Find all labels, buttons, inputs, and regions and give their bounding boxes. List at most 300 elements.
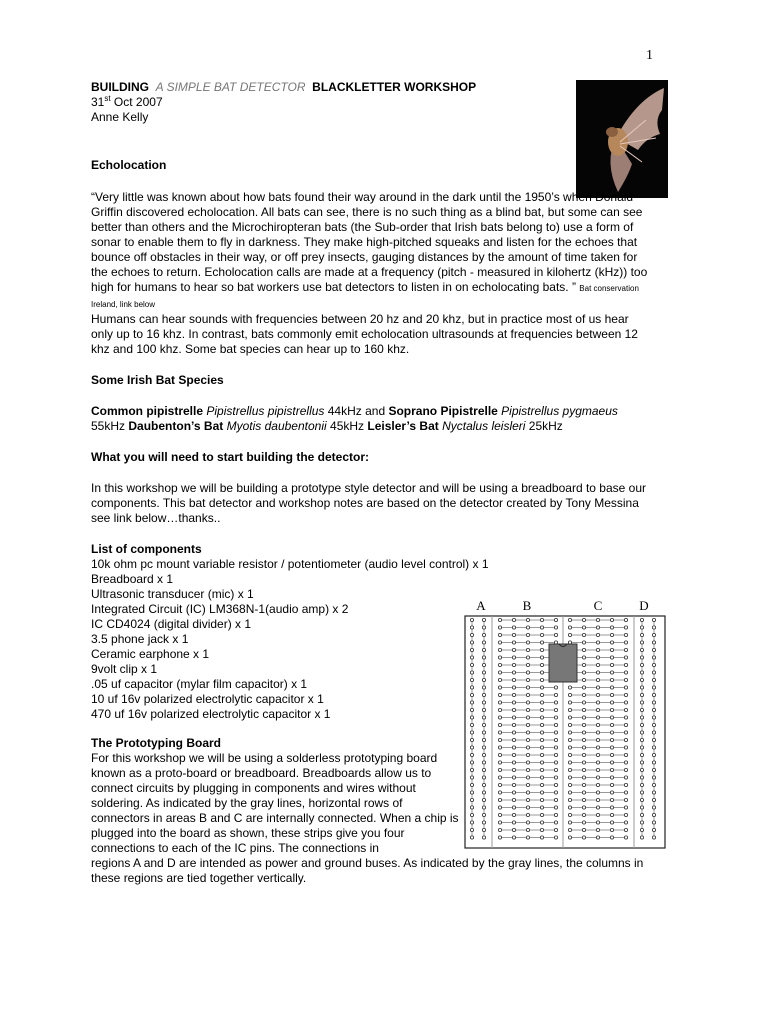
connector-hole bbox=[512, 723, 515, 726]
connector-hole bbox=[526, 708, 529, 711]
connector-hole bbox=[540, 693, 543, 696]
connector-hole bbox=[482, 821, 485, 824]
connector-hole bbox=[596, 813, 599, 816]
connector-hole bbox=[596, 828, 599, 831]
connector-hole bbox=[498, 708, 501, 711]
connector-hole bbox=[652, 828, 655, 831]
connector-hole bbox=[640, 798, 643, 801]
connector-hole bbox=[540, 618, 543, 621]
connector-hole bbox=[596, 716, 599, 719]
connector-hole bbox=[512, 783, 515, 786]
connector-hole bbox=[582, 648, 585, 651]
echolocation-heading: Echolocation bbox=[91, 158, 167, 172]
connector-hole bbox=[482, 761, 485, 764]
connector-hole bbox=[540, 753, 543, 756]
connector-hole bbox=[624, 678, 627, 681]
connector-hole bbox=[498, 693, 501, 696]
connector-hole bbox=[624, 761, 627, 764]
connector-hole bbox=[540, 686, 543, 689]
connector-hole bbox=[640, 633, 643, 636]
connector-hole bbox=[540, 791, 543, 794]
connector-hole bbox=[526, 716, 529, 719]
connector-hole bbox=[640, 746, 643, 749]
connector-hole bbox=[554, 626, 557, 629]
connector-hole bbox=[640, 813, 643, 816]
connector-hole bbox=[512, 708, 515, 711]
connector-hole bbox=[470, 693, 473, 696]
connector-hole bbox=[554, 768, 557, 771]
connector-hole bbox=[596, 701, 599, 704]
connector-hole bbox=[568, 836, 571, 839]
connector-hole bbox=[652, 723, 655, 726]
connector-hole bbox=[568, 716, 571, 719]
connector-hole bbox=[512, 821, 515, 824]
connector-hole bbox=[596, 671, 599, 674]
connector-hole bbox=[498, 716, 501, 719]
echolocation-quote: “Very little was known about how bats found their way around in the dark until the 1950’s when Donald Griffin discovered echolocation. All bats can see, there is no such thing as a blind bat, but some can see better than others and the Microchiropteran bats (the Sub-order that Irish bats belong to) use a form of sonar to enable them to fly in darkness. They make high-pitched squeaks and listen for the echoes that bounce off obstacles in their way, or off prey insects, gauging distances by the amount of time taken for the echoes to return. Echolocation calls are made at a frequency (pitch - measured in kilohertz (kHz)) too high for humans to hear so bat workers use bat detectors to listen in on echolocating bats. ” Bat conservation Ireland, link below bbox=[91, 190, 648, 309]
connector-hole bbox=[652, 738, 655, 741]
connector-hole bbox=[512, 776, 515, 779]
board-paragraph-narrow: For this workshop we will be using a solderless prototyping board known as a proto-board or breadboard. Breadboards allow us to connect circuits by plugging in components and wires without soldering. As indicated by the gray lines, horizontal rows of connectors in areas B and C are internally connected. When a chip is plugged into the board as shown, these strips give you four connections to each of the IC pins. The connections in bbox=[91, 751, 459, 855]
connector-hole bbox=[652, 701, 655, 704]
connector-hole bbox=[640, 821, 643, 824]
connector-hole bbox=[624, 768, 627, 771]
connector-hole bbox=[652, 836, 655, 839]
connector-hole bbox=[470, 708, 473, 711]
connector-hole bbox=[596, 626, 599, 629]
list-item: Breadboard x 1 bbox=[91, 572, 174, 586]
connector-hole bbox=[610, 708, 613, 711]
connector-hole bbox=[582, 626, 585, 629]
connector-hole bbox=[470, 656, 473, 659]
connector-hole bbox=[624, 813, 627, 816]
connector-hole bbox=[470, 828, 473, 831]
connector-hole bbox=[482, 678, 485, 681]
connector-hole bbox=[498, 768, 501, 771]
connector-hole bbox=[652, 656, 655, 659]
connector-hole bbox=[624, 723, 627, 726]
connector-hole bbox=[498, 836, 501, 839]
connector-hole bbox=[640, 776, 643, 779]
connector-hole bbox=[624, 693, 627, 696]
connector-hole bbox=[640, 716, 643, 719]
document-date: 31st Oct 2007 bbox=[91, 94, 163, 109]
list-item: 9volt clip x 1 bbox=[91, 662, 158, 676]
connector-hole bbox=[568, 693, 571, 696]
connector-hole bbox=[470, 761, 473, 764]
connector-hole bbox=[554, 798, 557, 801]
connector-hole bbox=[526, 821, 529, 824]
connector-hole bbox=[596, 746, 599, 749]
connector-hole bbox=[482, 671, 485, 674]
connector-hole bbox=[568, 731, 571, 734]
list-item: IC CD4024 (digital divider) x 1 bbox=[91, 617, 252, 631]
breadboard-diagram bbox=[460, 596, 668, 852]
connector-hole bbox=[498, 798, 501, 801]
connector-hole bbox=[652, 686, 655, 689]
connector-hole bbox=[568, 828, 571, 831]
connector-hole bbox=[512, 663, 515, 666]
connector-hole bbox=[498, 671, 501, 674]
connector-hole bbox=[526, 671, 529, 674]
connector-hole bbox=[526, 746, 529, 749]
connector-hole bbox=[470, 648, 473, 651]
connector-hole bbox=[482, 738, 485, 741]
connector-hole bbox=[596, 806, 599, 809]
connector-hole bbox=[582, 708, 585, 711]
connector-hole bbox=[652, 746, 655, 749]
connector-hole bbox=[512, 686, 515, 689]
connector-hole bbox=[610, 776, 613, 779]
connector-hole bbox=[610, 648, 613, 651]
connector-hole bbox=[554, 686, 557, 689]
connector-hole bbox=[470, 798, 473, 801]
connector-hole bbox=[624, 641, 627, 644]
echolocation-reference: Bat conservation Ireland, link below bbox=[91, 284, 639, 309]
connector-hole bbox=[640, 723, 643, 726]
connector-hole bbox=[540, 776, 543, 779]
connector-hole bbox=[470, 626, 473, 629]
connector-hole bbox=[482, 806, 485, 809]
connector-hole bbox=[470, 716, 473, 719]
ic-chip bbox=[549, 644, 577, 682]
connector-hole bbox=[596, 723, 599, 726]
connector-hole bbox=[652, 671, 655, 674]
connector-hole bbox=[498, 723, 501, 726]
connector-hole bbox=[596, 708, 599, 711]
list-item: 3.5 phone jack x 1 bbox=[91, 632, 189, 646]
connector-hole bbox=[526, 618, 529, 621]
connector-hole bbox=[540, 768, 543, 771]
connector-hole bbox=[610, 723, 613, 726]
connector-hole bbox=[526, 791, 529, 794]
connector-hole bbox=[482, 783, 485, 786]
connector-hole bbox=[482, 686, 485, 689]
connector-hole bbox=[596, 686, 599, 689]
connector-hole bbox=[470, 776, 473, 779]
connector-hole bbox=[540, 731, 543, 734]
connector-hole bbox=[512, 656, 515, 659]
connector-hole bbox=[482, 693, 485, 696]
connector-hole bbox=[526, 836, 529, 839]
connector-hole bbox=[652, 761, 655, 764]
connector-hole bbox=[470, 791, 473, 794]
connector-hole bbox=[652, 626, 655, 629]
connector-hole bbox=[470, 663, 473, 666]
connector-hole bbox=[582, 701, 585, 704]
connector-hole bbox=[512, 701, 515, 704]
connector-hole bbox=[498, 783, 501, 786]
connector-hole bbox=[582, 671, 585, 674]
connector-hole bbox=[624, 656, 627, 659]
connector-hole bbox=[526, 738, 529, 741]
connector-hole bbox=[610, 828, 613, 831]
connector-hole bbox=[540, 798, 543, 801]
connector-hole bbox=[568, 753, 571, 756]
connector-hole bbox=[482, 723, 485, 726]
connector-hole bbox=[652, 813, 655, 816]
connector-hole bbox=[512, 768, 515, 771]
connector-hole bbox=[652, 663, 655, 666]
connector-hole bbox=[582, 761, 585, 764]
connector-hole bbox=[540, 836, 543, 839]
connector-hole bbox=[482, 618, 485, 621]
connector-hole bbox=[568, 633, 571, 636]
connector-hole bbox=[610, 813, 613, 816]
connector-hole bbox=[624, 821, 627, 824]
connector-hole bbox=[482, 708, 485, 711]
connector-hole bbox=[596, 761, 599, 764]
connector-hole bbox=[582, 716, 585, 719]
connector-hole bbox=[582, 836, 585, 839]
connector-hole bbox=[498, 738, 501, 741]
connector-hole bbox=[610, 761, 613, 764]
connector-hole bbox=[512, 836, 515, 839]
connector-hole bbox=[554, 701, 557, 704]
connector-hole bbox=[470, 678, 473, 681]
connector-hole bbox=[470, 738, 473, 741]
connector-hole bbox=[568, 738, 571, 741]
connector-hole bbox=[512, 626, 515, 629]
connector-hole bbox=[498, 656, 501, 659]
connector-hole bbox=[624, 798, 627, 801]
connector-hole bbox=[624, 828, 627, 831]
connector-hole bbox=[582, 791, 585, 794]
connector-hole bbox=[640, 671, 643, 674]
connector-hole bbox=[610, 633, 613, 636]
connector-hole bbox=[610, 618, 613, 621]
connector-hole bbox=[596, 641, 599, 644]
connector-hole bbox=[610, 663, 613, 666]
connector-hole bbox=[640, 731, 643, 734]
connector-hole bbox=[498, 791, 501, 794]
connector-hole bbox=[482, 768, 485, 771]
connector-hole bbox=[526, 678, 529, 681]
connector-hole bbox=[640, 686, 643, 689]
connector-hole bbox=[554, 716, 557, 719]
connector-hole bbox=[610, 783, 613, 786]
connector-hole bbox=[498, 686, 501, 689]
connector-hole bbox=[596, 663, 599, 666]
connector-hole bbox=[540, 783, 543, 786]
connector-hole bbox=[568, 791, 571, 794]
connector-hole bbox=[596, 836, 599, 839]
connector-hole bbox=[582, 723, 585, 726]
connector-hole bbox=[512, 761, 515, 764]
connector-hole bbox=[512, 648, 515, 651]
connector-hole bbox=[526, 723, 529, 726]
species-list: Common pipistrelle Pipistrellus pipistrellus 44kHz and Soprano Pipistrelle Pipistrellus pygmaeus 55kHz Daubenton’s Bat Myotis daubentonii 45kHz Leisler’s Bat Nyctalus leisleri 25kHz bbox=[91, 404, 618, 433]
connector-hole bbox=[640, 738, 643, 741]
connector-hole bbox=[540, 716, 543, 719]
connector-hole bbox=[568, 783, 571, 786]
title-workshop: BLACKLETTER WORKSHOP bbox=[312, 80, 477, 94]
connector-hole bbox=[482, 753, 485, 756]
connector-hole bbox=[554, 618, 557, 621]
connector-hole bbox=[470, 701, 473, 704]
column-label-c: C bbox=[593, 598, 603, 613]
hearing-paragraph: Humans can hear sounds with frequencies between 20 hz and 20 khz, but in practice most of us hear only up to 16 khz. In contrast, bats commonly emit echolocation ultrasounds at frequencies between 12 khz and 100 khz. Some bat species can hear up to 160 khz. bbox=[91, 312, 638, 356]
connector-hole bbox=[640, 836, 643, 839]
connector-hole bbox=[512, 731, 515, 734]
connector-hole bbox=[482, 813, 485, 816]
connector-hole bbox=[624, 776, 627, 779]
connector-hole bbox=[470, 783, 473, 786]
connector-hole bbox=[568, 798, 571, 801]
connector-hole bbox=[610, 626, 613, 629]
connector-hole bbox=[526, 731, 529, 734]
connector-hole bbox=[554, 731, 557, 734]
connector-hole bbox=[652, 641, 655, 644]
connector-hole bbox=[540, 828, 543, 831]
connector-hole bbox=[624, 686, 627, 689]
connector-hole bbox=[610, 671, 613, 674]
connector-hole bbox=[624, 791, 627, 794]
connector-hole bbox=[498, 678, 501, 681]
connector-hole bbox=[470, 821, 473, 824]
connector-hole bbox=[640, 678, 643, 681]
connector-hole bbox=[512, 738, 515, 741]
connector-hole bbox=[610, 738, 613, 741]
connector-hole bbox=[540, 671, 543, 674]
connector-hole bbox=[652, 633, 655, 636]
connector-hole bbox=[610, 701, 613, 704]
column-label-d: D bbox=[639, 598, 649, 613]
connector-hole bbox=[640, 828, 643, 831]
list-item: 470 uf 16v polarized electrolytic capacitor x 1 bbox=[91, 707, 331, 721]
connector-hole bbox=[512, 753, 515, 756]
connector-hole bbox=[498, 641, 501, 644]
connector-hole bbox=[610, 731, 613, 734]
connector-hole bbox=[610, 693, 613, 696]
connector-hole bbox=[482, 648, 485, 651]
connector-hole bbox=[512, 633, 515, 636]
connector-hole bbox=[540, 821, 543, 824]
connector-hole bbox=[470, 641, 473, 644]
connector-hole bbox=[640, 663, 643, 666]
connector-hole bbox=[610, 716, 613, 719]
connector-hole bbox=[470, 768, 473, 771]
list-item: 10 uf 16v polarized electrolytic capacitor x 1 bbox=[91, 692, 324, 706]
connector-hole bbox=[652, 798, 655, 801]
connector-hole bbox=[526, 693, 529, 696]
connector-hole bbox=[624, 783, 627, 786]
connector-hole bbox=[596, 753, 599, 756]
connector-hole bbox=[554, 708, 557, 711]
need-heading: What you will need to start building the detector: bbox=[91, 450, 370, 464]
connector-hole bbox=[624, 633, 627, 636]
connector-hole bbox=[512, 798, 515, 801]
connector-hole bbox=[470, 813, 473, 816]
connector-hole bbox=[482, 716, 485, 719]
connector-hole bbox=[526, 701, 529, 704]
connector-hole bbox=[610, 641, 613, 644]
connector-hole bbox=[652, 731, 655, 734]
connector-hole bbox=[610, 798, 613, 801]
document-title bbox=[91, 80, 651, 95]
connector-hole bbox=[482, 656, 485, 659]
connector-hole bbox=[482, 731, 485, 734]
connector-hole bbox=[512, 671, 515, 674]
connector-hole bbox=[624, 806, 627, 809]
list-item: .05 uf capacitor (mylar film capacitor) x 1 bbox=[91, 677, 308, 691]
connector-hole bbox=[652, 708, 655, 711]
connector-hole bbox=[482, 791, 485, 794]
connector-hole bbox=[582, 746, 585, 749]
connector-hole bbox=[482, 746, 485, 749]
connector-hole bbox=[554, 633, 557, 636]
connector-hole bbox=[596, 776, 599, 779]
connector-hole bbox=[498, 821, 501, 824]
connector-hole bbox=[526, 828, 529, 831]
connector-hole bbox=[512, 746, 515, 749]
connector-hole bbox=[512, 693, 515, 696]
connector-hole bbox=[568, 708, 571, 711]
connector-hole bbox=[610, 746, 613, 749]
connector-hole bbox=[596, 791, 599, 794]
connector-hole bbox=[596, 678, 599, 681]
connector-hole bbox=[512, 806, 515, 809]
connector-hole bbox=[582, 618, 585, 621]
connector-hole bbox=[540, 761, 543, 764]
connector-hole bbox=[568, 821, 571, 824]
connector-hole bbox=[526, 761, 529, 764]
connector-hole bbox=[640, 753, 643, 756]
connector-hole bbox=[568, 761, 571, 764]
connector-hole bbox=[640, 761, 643, 764]
connector-hole bbox=[596, 821, 599, 824]
connector-hole bbox=[540, 806, 543, 809]
connector-hole bbox=[512, 678, 515, 681]
connector-hole bbox=[624, 731, 627, 734]
connector-hole bbox=[540, 813, 543, 816]
connector-hole bbox=[554, 821, 557, 824]
connector-hole bbox=[482, 641, 485, 644]
connector-hole bbox=[568, 701, 571, 704]
connector-hole bbox=[554, 746, 557, 749]
connector-hole bbox=[482, 776, 485, 779]
connector-hole bbox=[482, 836, 485, 839]
connector-hole bbox=[498, 761, 501, 764]
connector-hole bbox=[640, 693, 643, 696]
connector-hole bbox=[640, 768, 643, 771]
list-item: 10k ohm pc mount variable resistor / potentiometer (audio level control) x 1 bbox=[91, 557, 489, 571]
need-paragraph: In this workshop we will be building a prototype style detector and will be using a breadboard to base our components. This bat detector and workshop notes are based on the detector created by Tony Messina see link below…thanks.. bbox=[91, 481, 646, 525]
connector-hole bbox=[640, 708, 643, 711]
connector-hole bbox=[610, 806, 613, 809]
connector-hole bbox=[526, 806, 529, 809]
connector-hole bbox=[526, 626, 529, 629]
connector-hole bbox=[498, 746, 501, 749]
connector-hole bbox=[624, 663, 627, 666]
connector-hole bbox=[554, 828, 557, 831]
connector-hole bbox=[568, 806, 571, 809]
connector-hole bbox=[640, 806, 643, 809]
connector-hole bbox=[568, 723, 571, 726]
connector-hole bbox=[482, 633, 485, 636]
connector-hole bbox=[624, 746, 627, 749]
connector-hole bbox=[498, 626, 501, 629]
connector-hole bbox=[582, 753, 585, 756]
connector-hole bbox=[582, 821, 585, 824]
connector-hole bbox=[652, 821, 655, 824]
connector-hole bbox=[498, 731, 501, 734]
connector-hole bbox=[652, 783, 655, 786]
connector-hole bbox=[582, 738, 585, 741]
connector-hole bbox=[498, 633, 501, 636]
connector-hole bbox=[554, 723, 557, 726]
connector-hole bbox=[652, 678, 655, 681]
